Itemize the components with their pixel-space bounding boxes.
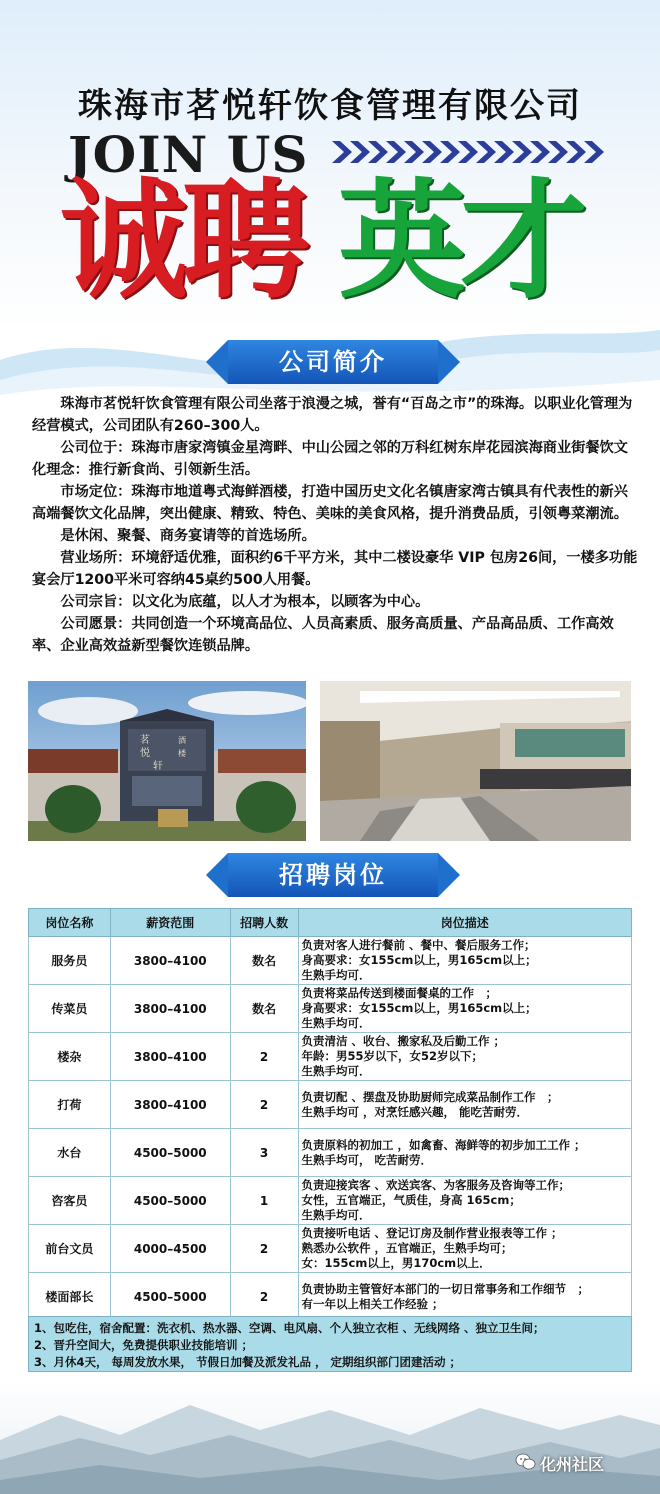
table-row [29, 1225, 632, 1273]
desc-line: 女：155cm以上，男170cm以上． [301, 1256, 491, 1270]
benefits-box [28, 1316, 632, 1372]
restaurant-exterior-photo [28, 681, 306, 841]
wechat-icon [515, 1452, 537, 1472]
benefit-item: 1、包吃住，宿舍配置：洗衣机、热水器、空调、电风扇、个人独立衣柜 、无线网络 、独立卫生间； [34, 1321, 545, 1335]
intro-paragraph: 市场定位：珠海市地道粤式海鲜酒楼，打造中国历史文化名镇唐家湾古镇具有代表性的新兴高端餐饮文化品牌，突出健康、精致、特色、美味的美食风格，提升消费品质，引领粤菜潮流。 [32, 484, 628, 522]
job-description [298, 1225, 631, 1273]
job-name: 打荷 [29, 1081, 111, 1129]
jobs-table [28, 908, 632, 1321]
recruitment-positions-banner: 招聘岗位 [228, 853, 438, 897]
desc-line: 女性，五官端正，气质佳，身高 165cm； [301, 1193, 521, 1207]
restaurant-lobby-photo [320, 681, 631, 841]
column-header: 岗位名称 [29, 909, 111, 937]
intro-paragraph: 公司愿景：共同创造一个环境高品位、人员高素质、服务高质量、产品高品质、工作高效率、企业高效益新型餐饮连锁品牌。 [32, 616, 614, 654]
sign-char: 轩 [153, 761, 163, 772]
desc-line: 身高要求：女155cm以上，男165cm以上； [301, 953, 537, 967]
job-salary: 4500–5000 [110, 1129, 230, 1177]
slogan-red: 诚聘 [60, 167, 305, 316]
table-row [29, 985, 632, 1033]
benefit-item: 2、晋升空间大，免费提供职业技能培训 ； [34, 1338, 254, 1352]
job-count: 数名 [230, 937, 298, 985]
job-description [298, 1177, 631, 1225]
desc-line: 有一年以上相关工作经验 ； [301, 1296, 444, 1311]
job-name: 服务员 [29, 937, 111, 985]
intro-paragraph: 珠海市茗悦轩饮食管理有限公司坐落于浪漫之城，誉有“百岛之市”的珠海。以职业化管理为经营模式，公司团队有260–300人。 [32, 396, 633, 434]
job-description [298, 1273, 631, 1321]
join-us-title: JOIN US [68, 125, 309, 184]
job-salary: 4000–4500 [110, 1225, 230, 1273]
table-row [29, 1081, 632, 1129]
column-header: 薪资范围 [110, 909, 230, 937]
job-name: 咨客员 [29, 1177, 111, 1225]
job-salary: 3800–4100 [110, 1081, 230, 1129]
table-row [29, 1273, 632, 1321]
sign-char: 悦 [140, 748, 150, 759]
job-name: 楼面部长 [29, 1273, 111, 1321]
company-intro-banner: 公司简介 [228, 340, 438, 384]
desc-line: 生熟手均可． [301, 1016, 371, 1030]
job-count: 1 [230, 1177, 298, 1225]
table-row [29, 1033, 632, 1081]
intro-paragraph: 是休闲、聚餐、商务宴请等的首选场所。 [60, 528, 316, 544]
company-intro-text [32, 393, 638, 657]
intro-paragraph: 营业场所：环境舒适优雅，面积约6千平方米，其中二楼设豪华 VIP 包房26间，一楼多功能宴会厅1200平米可容纳45桌约500人用餐。 [32, 550, 638, 588]
desc-line: 负责接听电话 、登记订房及制作营业报表等工作 ； [301, 1226, 563, 1240]
desc-line: 身高要求：女155cm以上，男165cm以上； [301, 1001, 537, 1015]
desc-line: 生熟手均可． [301, 1208, 371, 1222]
column-header: 岗位描述 [298, 909, 631, 937]
company-name: 珠海市茗悦轩饮食管理有限公司 [78, 86, 582, 126]
job-description [298, 937, 631, 985]
desc-line: 熟悉办公软件 ，五官端正，生熟手均可； [301, 1241, 513, 1255]
desc-line: 生熟手均可． [301, 968, 371, 982]
sign-char: 茗 [140, 735, 150, 746]
slogan-green: 英才 [338, 167, 583, 316]
table-row [29, 937, 632, 985]
watermark-text: 化州社区 [540, 1455, 605, 1474]
desc-line: 生熟手均可 ，对烹饪感兴趣， 能吃苦耐劳． [301, 1104, 529, 1119]
job-count: 数名 [230, 985, 298, 1033]
job-name: 传菜员 [29, 985, 111, 1033]
job-count: 2 [230, 1225, 298, 1273]
job-salary: 4500–5000 [110, 1177, 230, 1225]
job-name: 楼杂 [29, 1033, 111, 1081]
desc-line: 负责原料的初加工 ，如禽畜、海鲜等的初步加工工作 ； [301, 1137, 586, 1152]
decorative-mountains [0, 1380, 660, 1494]
job-count: 3 [230, 1129, 298, 1177]
job-description [298, 1081, 631, 1129]
job-salary: 3800–4100 [110, 1033, 230, 1081]
desc-line: 负责协助主管管好本部门的一切日常事务和工作细节 ； [301, 1281, 590, 1296]
job-salary: 3800–4100 [110, 937, 230, 985]
benefit-item: 3、月休4天， 每周发放水果， 节假日加餐及派发礼品 ， 定期组织部门团建活动 ； [34, 1355, 462, 1369]
job-description [298, 1129, 631, 1177]
column-header: 招聘人数 [230, 909, 298, 937]
job-count: 2 [230, 1273, 298, 1321]
job-count: 2 [230, 1033, 298, 1081]
job-description [298, 1033, 631, 1081]
desc-line: 年龄：男55岁以下，女52岁以下； [301, 1049, 484, 1063]
table-row [29, 1177, 632, 1225]
chevron-arrows-icon [332, 137, 612, 167]
intro-paragraph: 公司位于：珠海市唐家湾镇金星湾畔、中山公园之邻的万科红树东岸花园滨海商业街餐饮文化理念：推行新食尚、引领新生活。 [32, 440, 628, 478]
table-row [29, 1129, 632, 1177]
job-salary: 4500–5000 [110, 1273, 230, 1321]
sign-char: 楼 [178, 749, 186, 758]
job-salary: 3800–4100 [110, 985, 230, 1033]
desc-line: 生熟手均可． [301, 1064, 371, 1078]
table-header-row [29, 909, 632, 937]
desc-line: 负责将菜品传送到楼面餐桌的工作 ； [301, 986, 498, 1000]
desc-line: 生熟手均可， 吃苦耐劳． [301, 1152, 433, 1167]
intro-paragraph: 公司宗旨：以文化为底蕴，以人才为根本，以顾客为中心。 [60, 594, 430, 610]
job-name: 前台文员 [29, 1225, 111, 1273]
desc-line: 负责迎接宾客 、欢送宾客、为客服务及咨询等工作； [301, 1178, 571, 1192]
job-count: 2 [230, 1081, 298, 1129]
desc-line: 负责清洁 、收台、搬家私及后勤工作 ； [301, 1034, 506, 1048]
job-name: 水台 [29, 1129, 111, 1177]
desc-line: 负责切配 、摆盘及协助厨师完成菜品制作工作 ； [301, 1089, 559, 1104]
sign-char: 酒 [178, 736, 186, 745]
job-description [298, 985, 631, 1033]
desc-line: 负责对客人进行餐前 、餐中、餐后服务工作； [301, 938, 536, 952]
